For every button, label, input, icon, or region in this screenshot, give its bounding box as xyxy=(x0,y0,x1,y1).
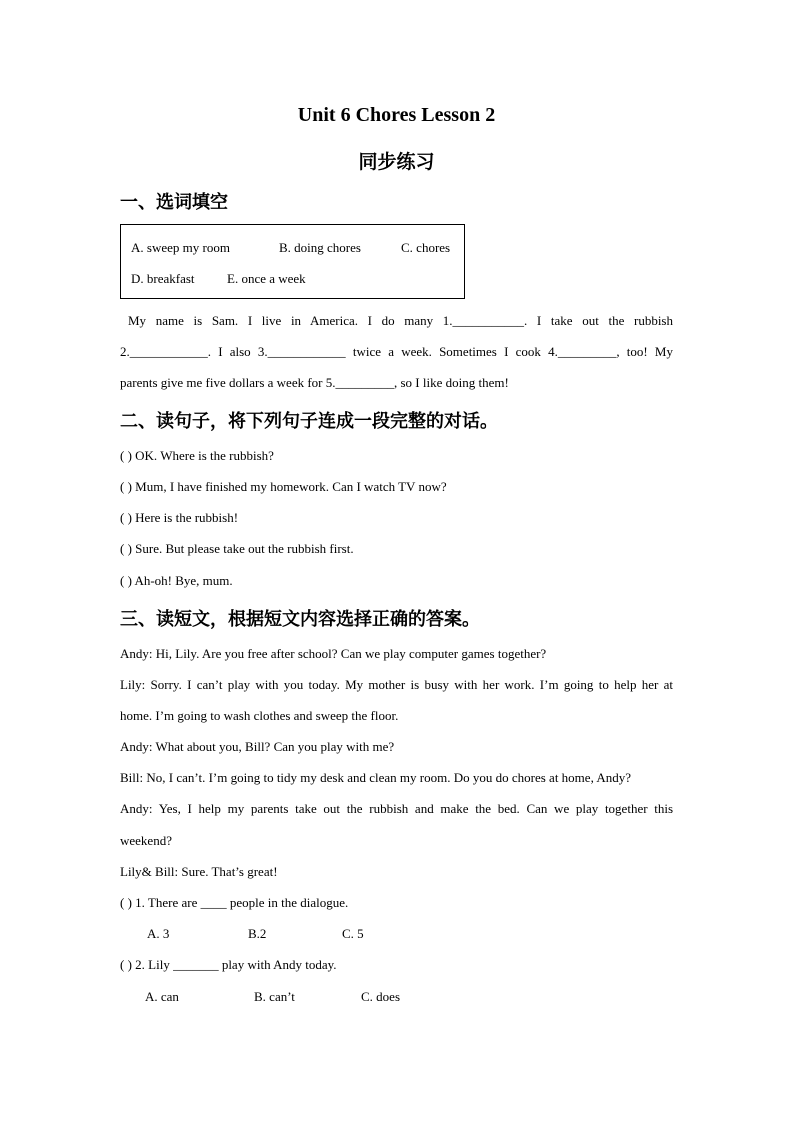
reading-line: weekend? xyxy=(120,833,172,848)
page-title: Unit 6 Chores Lesson 2 xyxy=(297,104,496,126)
section2-heading: 二、读句子，将下列句子连成一段完整的对话。 xyxy=(120,411,498,432)
section1-heading: 一、选词填空 xyxy=(120,192,228,213)
passage-line: My name is Sam. I live in America. I do many 1.___________. I take out the rubbish xyxy=(128,313,673,328)
page-subtitle: 同步练习 xyxy=(358,151,435,173)
reading-line: home. I’m going to wash clothes and sweep the floor. xyxy=(120,708,399,723)
word-option-e: E. once a week xyxy=(227,271,306,286)
dialogue-item: ( ) OK. Where is the rubbish? xyxy=(120,448,274,463)
passage-line: 2.____________. I also 3.____________ twice a week. Sometimes I cook 4._________, too! My xyxy=(120,344,673,359)
dialogue-item: ( ) Ah-oh! Bye, mum. xyxy=(120,573,233,588)
reading-line: Andy: What about you, Bill? Can you play with me? xyxy=(120,739,395,754)
dialogue-item: ( ) Sure. But please take out the rubbish first. xyxy=(120,541,354,556)
word-option-a: A. sweep my room xyxy=(131,240,230,255)
reading-line: Lily& Bill: Sure. That’s great! xyxy=(120,864,278,879)
question-choice: A. 3 xyxy=(147,926,170,941)
reading-line: Andy: Yes, I help my parents take out the rubbish and make the bed. Can we play together this xyxy=(120,801,673,816)
reading-line: Bill: No, I can’t. I’m going to tidy my desk and clean my room. Do you do chores at home, Andy? xyxy=(120,770,632,785)
reading-line: Lily: Sorry. I can’t play with you today. My mother is busy with her work. I’m going to help her at xyxy=(120,677,673,692)
question-choice: B.2 xyxy=(248,926,267,941)
question-choice: C. does xyxy=(361,989,400,1004)
section3-heading: 三、读短文，根据短文内容选择正确的答案。 xyxy=(120,609,480,630)
word-option-c: C. chores xyxy=(401,240,451,255)
reading-line: Andy: Hi, Lily. Are you free after school? Can we play computer games together? xyxy=(120,646,547,661)
dialogue-item: ( ) Here is the rubbish! xyxy=(120,510,239,525)
word-option-b: B. doing chores xyxy=(279,240,361,255)
passage-line: parents give me five dollars a week for 5._________, so I like doing them! xyxy=(120,375,509,390)
question-stem: ( ) 1. There are ____ people in the dialogue. xyxy=(120,895,349,910)
question-choice: C. 5 xyxy=(342,926,364,941)
question-choice: A. can xyxy=(145,989,179,1004)
question-stem: ( ) 2. Lily _______ play with Andy today. xyxy=(120,957,337,972)
word-bank-box xyxy=(120,224,465,299)
question-choice: B. can’t xyxy=(254,989,295,1004)
dialogue-item: ( ) Mum, I have finished my homework. Can I watch TV now? xyxy=(120,479,447,494)
word-option-d: D. breakfast xyxy=(131,271,195,286)
